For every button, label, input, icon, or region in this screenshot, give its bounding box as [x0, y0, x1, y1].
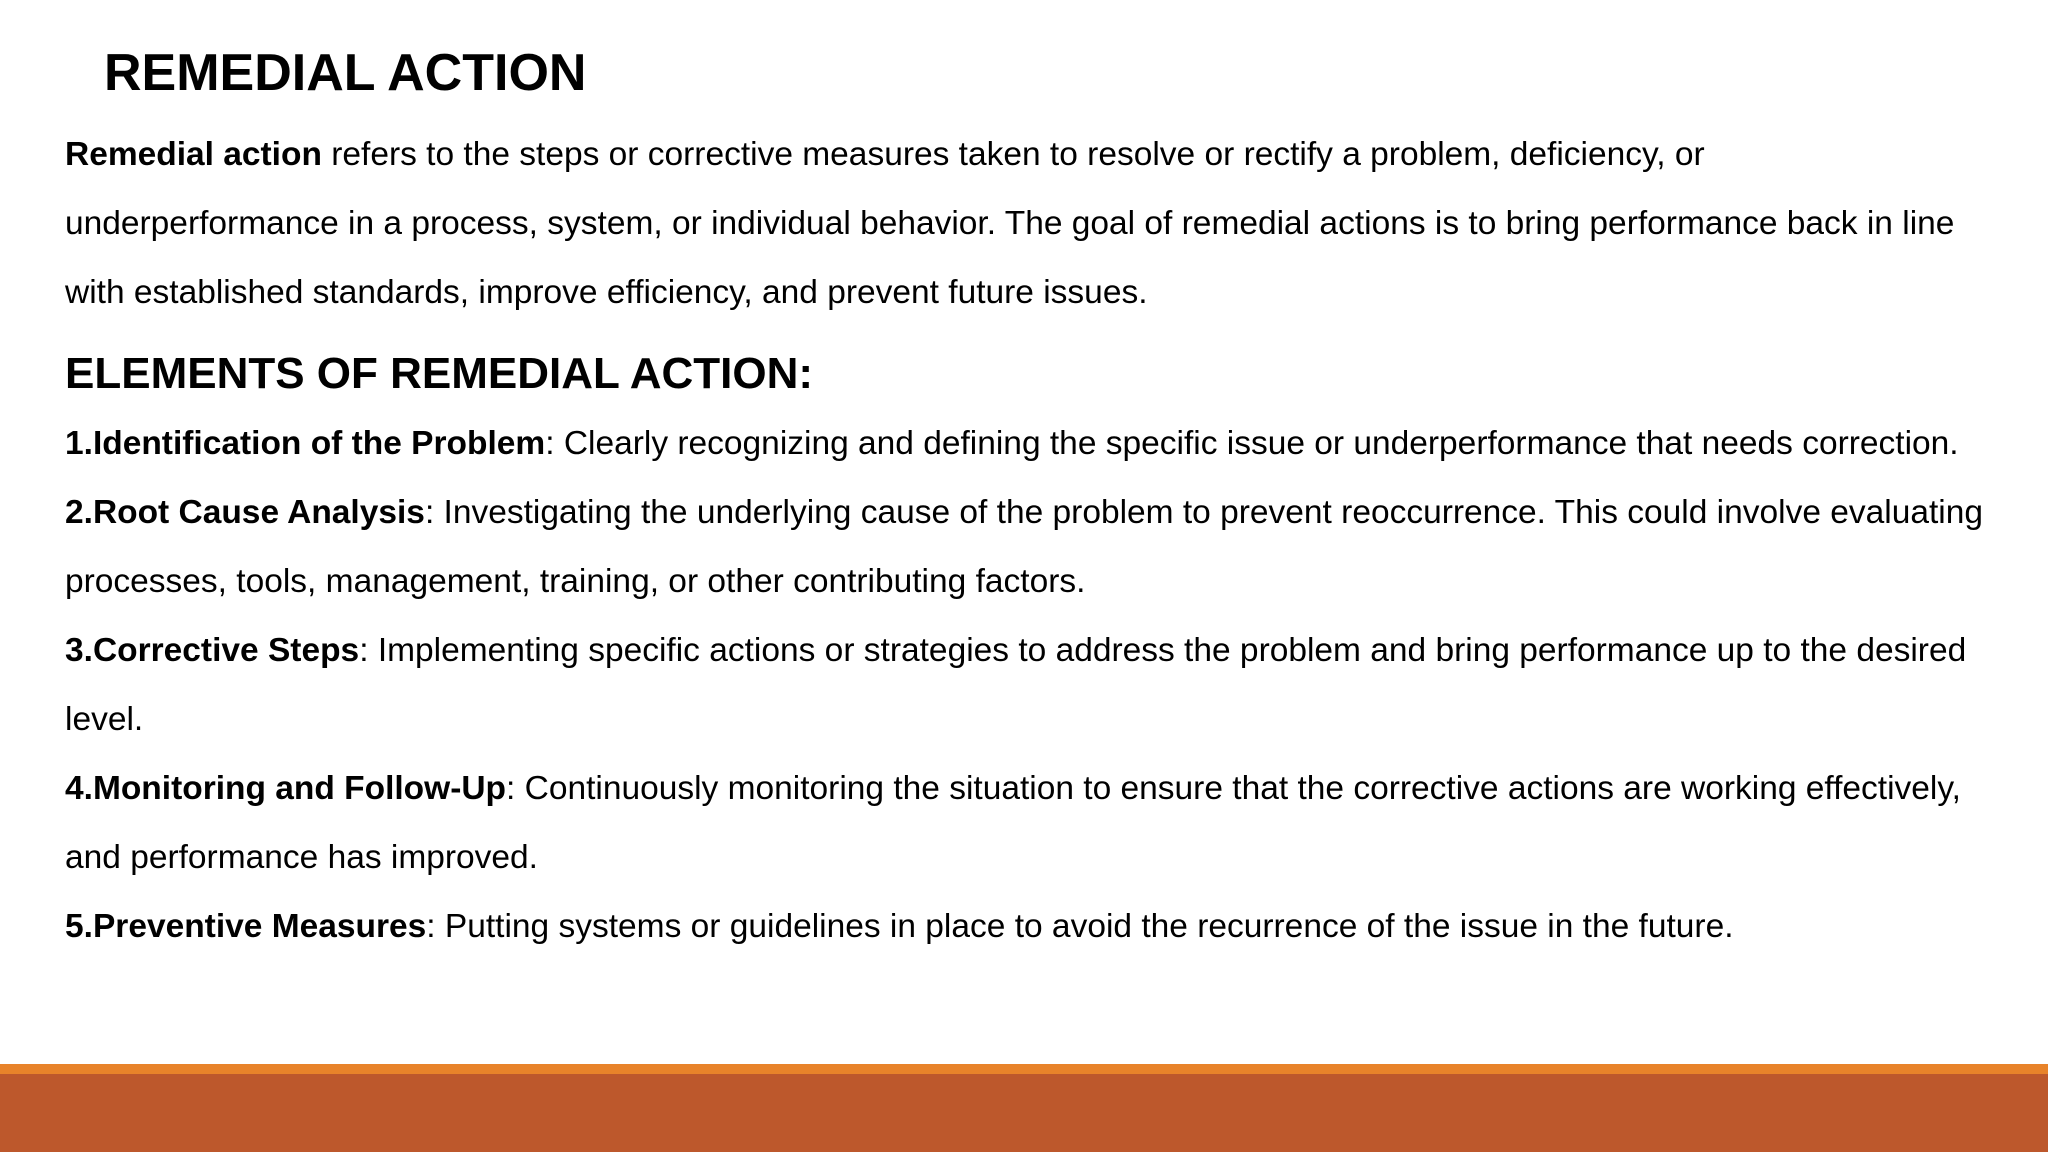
slide-title: REMEDIAL ACTION — [104, 44, 587, 102]
slide-body — [65, 120, 1985, 961]
element-text: : Investigating the underlying cause of the problem to prevent reoccurrence. This could involve evaluating processes, tools, management, training, or other contributing factors. — [65, 494, 1983, 600]
element-item-5 — [65, 892, 1985, 961]
element-text: : Continuously monitoring the situation to ensure that the corrective actions are working effectively, and performance has improved. — [65, 770, 1961, 876]
element-item-3 — [65, 616, 1985, 754]
element-text: : Clearly recognizing and defining the specific issue or underperformance that needs correction. — [545, 425, 1959, 462]
element-label: 5.Preventive Measures — [65, 908, 427, 945]
element-label: 3.Corrective Steps — [65, 632, 360, 669]
elements-heading: ELEMENTS OF REMEDIAL ACTION: — [65, 349, 813, 398]
element-item-1 — [65, 409, 1985, 478]
element-label: 2.Root Cause Analysis — [65, 494, 425, 531]
element-label: 1.Identification of the Problem — [65, 425, 546, 462]
accent-divider — [0, 1064, 2048, 1074]
intro-paragraph — [65, 120, 1985, 327]
element-label: 4.Monitoring and Follow-Up — [65, 770, 507, 807]
element-text: : Implementing specific actions or strategies to address the problem and bring performance up to the desired level. — [65, 632, 1967, 738]
element-text: : Putting systems or guidelines in place to avoid the recurrence of the issue in the future. — [426, 908, 1734, 945]
intro-term: Remedial action — [65, 136, 322, 173]
footer-band — [0, 1074, 2048, 1152]
intro-text: refers to the steps or corrective measures taken to resolve or rectify a problem, deficiency, or underperformance in a process, system, or individual behavior. The goal of remedial actions is to bring performance back in line with established standards, improve efficiency, and prevent future issues. — [65, 136, 1955, 311]
element-item-4 — [65, 754, 1985, 892]
element-item-2 — [65, 478, 1985, 616]
